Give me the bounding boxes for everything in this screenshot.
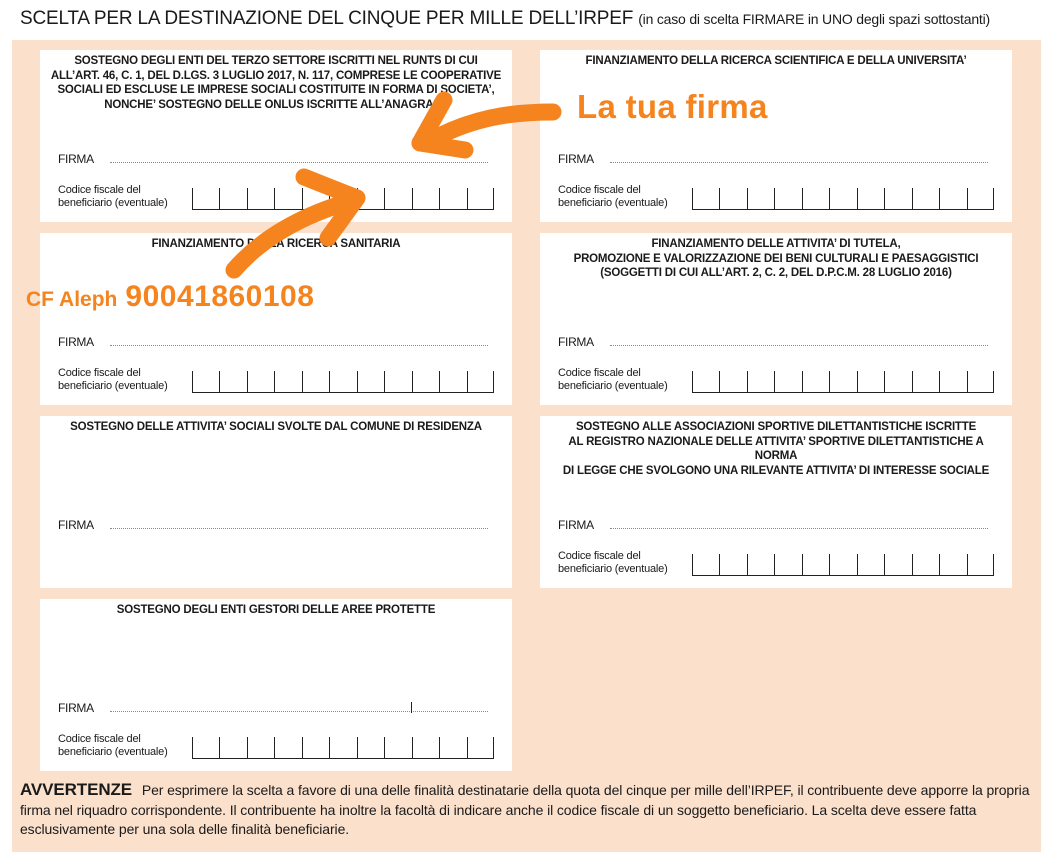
signature-line[interactable]	[610, 528, 988, 529]
signature-field[interactable]	[58, 516, 488, 532]
tax-code-label: Codice fiscale del beneficiario (eventuale)	[558, 367, 668, 392]
tax-code-digit-box[interactable]	[774, 554, 802, 576]
tax-code-digit-box[interactable]	[829, 188, 857, 210]
signature-label: FIRMA	[58, 335, 94, 349]
tax-code-digit-box[interactable]	[467, 737, 495, 759]
signature-field[interactable]	[558, 333, 988, 349]
tax-code-boxes[interactable]	[192, 369, 495, 393]
tax-code-digit-box[interactable]	[302, 737, 330, 759]
card-ricerca-scientifica	[540, 50, 1012, 222]
tax-code-digit-box[interactable]	[857, 554, 885, 576]
tax-code-digit-box[interactable]	[274, 188, 302, 210]
tax-code-digit-box[interactable]	[384, 737, 412, 759]
tax-code-digit-box[interactable]	[412, 737, 440, 759]
tax-code-digit-box[interactable]	[884, 371, 912, 393]
tax-code-digit-box[interactable]	[439, 188, 467, 210]
tax-code-digit-box[interactable]	[357, 737, 385, 759]
signature-line[interactable]	[610, 162, 988, 163]
form-title: SCELTA PER LA DESTINAZIONE DEL CINQUE PER MILLE DELL’IRPEF	[20, 8, 634, 29]
tax-code-digit-box[interactable]	[384, 188, 412, 210]
card-title: FINANZIAMENTO DELLE ATTIVITA’ DI TUTELA, PROMOZIONE E VALORIZZAZIONE DEI BENI CULTURALI E PAESAGGISTICI (SOGGETTI DI CUI ALL’ART. 2, C. 2, DEL D.P.C.M. 28 LUGLIO 2016)	[573, 238, 979, 279]
card-title: SOSTEGNO DEGLI ENTI GESTORI DELLE AREE PROTETTE	[116, 604, 436, 616]
signature-label: FIRMA	[558, 152, 594, 166]
tax-code-digit-box[interactable]	[302, 371, 330, 393]
tax-code-digit-box[interactable]	[219, 371, 247, 393]
tax-code-digit-box[interactable]	[329, 371, 357, 393]
tax-code-digit-box[interactable]	[774, 188, 802, 210]
tax-code-digit-box[interactable]	[747, 371, 775, 393]
tax-code-digit-box[interactable]	[884, 188, 912, 210]
signature-line[interactable]	[110, 711, 488, 712]
tax-code-label: Codice fiscale del beneficiario (eventuale)	[58, 367, 168, 392]
card-aree-protette	[40, 599, 512, 771]
tax-code-digit-box[interactable]	[192, 371, 220, 393]
signature-line[interactable]	[110, 345, 488, 346]
card-terzo-settore	[40, 50, 512, 222]
tax-code-field	[558, 365, 994, 393]
tax-code-label: Codice fiscale del beneficiario (eventuale)	[58, 184, 168, 209]
card-ricerca-sanitaria	[40, 233, 512, 405]
card-title: FINANZIAMENTO DELLA RICERCA SANITARIA	[151, 238, 401, 250]
form-subtitle: (in caso di scelta FIRMARE in UNO degli spazi sottostanti)	[638, 11, 990, 27]
card-associazioni-sportive	[540, 416, 1012, 588]
annotation-tax-code-value: 90041860108	[125, 280, 315, 313]
tax-code-boxes[interactable]	[692, 552, 995, 576]
tax-code-digit-box[interactable]	[692, 188, 720, 210]
tax-code-digit-box[interactable]	[857, 371, 885, 393]
tax-code-digit-box[interactable]	[219, 737, 247, 759]
tax-code-field	[58, 365, 494, 393]
tax-code-digit-box[interactable]	[247, 371, 275, 393]
tax-code-digit-box[interactable]	[719, 371, 747, 393]
signature-line[interactable]	[110, 162, 488, 163]
tax-code-field	[58, 731, 494, 759]
tax-code-digit-box[interactable]	[439, 737, 467, 759]
tax-code-digit-box[interactable]	[439, 371, 467, 393]
tax-code-boxes[interactable]	[192, 186, 495, 210]
tax-code-digit-box[interactable]	[829, 371, 857, 393]
tax-code-digit-box[interactable]	[719, 188, 747, 210]
signature-line[interactable]	[110, 528, 488, 529]
tax-code-digit-box[interactable]	[967, 188, 995, 210]
tax-code-digit-box[interactable]	[802, 554, 830, 576]
tax-code-digit-box[interactable]	[912, 371, 940, 393]
tax-code-digit-box[interactable]	[247, 737, 275, 759]
tax-code-digit-box[interactable]	[192, 737, 220, 759]
signature-label: FIRMA	[58, 518, 94, 532]
tax-code-boxes[interactable]	[692, 369, 995, 393]
signature-field[interactable]	[58, 150, 488, 166]
card-title: SOSTEGNO DELLE ATTIVITA’ SOCIALI SVOLTE DAL COMUNE DI RESIDENZA	[70, 421, 482, 433]
tax-code-digit-box[interactable]	[967, 554, 995, 576]
signature-tick-mark	[411, 702, 412, 713]
tax-code-digit-box[interactable]	[939, 554, 967, 576]
card-title: SOSTEGNO DEGLI ENTI DEL TERZO SETTORE ISCRITTI NEL RUNTS DI CUI ALL’ART. 46, C. 1, DEL D.LGS. 3 LUGLIO 2017, N. 117, COMPRESE LE COOPERATIVE SOCIALI ED ESCLUSE LE IMPRESE SOCIALI COSTITUITE IN FORMA DI SOCIETA’, NONCHE’ SOSTEGNO DELLE ONLUS ISCRITTE ALL’ANAGRAFE	[50, 55, 502, 111]
tax-code-digit-box[interactable]	[412, 371, 440, 393]
tax-code-digit-box[interactable]	[329, 188, 357, 210]
tax-code-digit-box[interactable]	[357, 188, 385, 210]
tax-code-digit-box[interactable]	[274, 371, 302, 393]
tax-code-digit-box[interactable]	[857, 188, 885, 210]
tax-code-field	[558, 182, 994, 210]
tax-code-digit-box[interactable]	[912, 554, 940, 576]
card-title: FINANZIAMENTO DELLA RICERCA SCIENTIFICA E DELLA UNIVERSITA’	[585, 55, 967, 67]
tax-code-digit-box[interactable]	[467, 188, 495, 210]
page-title	[20, 8, 990, 34]
tax-code-field	[58, 182, 494, 210]
tax-code-digit-box[interactable]	[192, 188, 220, 210]
tax-code-label: Codice fiscale del beneficiario (eventuale)	[58, 733, 168, 758]
signature-label: FIRMA	[558, 518, 594, 532]
tax-code-digit-box[interactable]	[774, 371, 802, 393]
tax-code-digit-box[interactable]	[939, 188, 967, 210]
signature-line[interactable]	[610, 345, 988, 346]
tax-code-digit-box[interactable]	[802, 371, 830, 393]
tax-code-boxes[interactable]	[192, 735, 495, 759]
tax-code-digit-box[interactable]	[747, 188, 775, 210]
tax-code-digit-box[interactable]	[384, 371, 412, 393]
signature-field[interactable]	[58, 333, 488, 349]
signature-label: FIRMA	[58, 701, 94, 715]
tax-code-digit-box[interactable]	[884, 554, 912, 576]
warning-text: Per esprimere la scelta a favore di una delle finalità destinatarie della quota del cinque per mille dell’IRPEF, il contribuente deve apporre la propria firma nel riquadro corrispondente. Il contribuente ha inoltre la facoltà di indicare anche il codice fiscale di un soggetto beneficiario. La scelta deve essere fatta esclusivamente per una sola delle finalità beneficiarie.	[20, 782, 1030, 837]
annotation-tax-code-prefix: CF Aleph	[26, 288, 118, 311]
annotation-tax-code	[26, 280, 314, 314]
tax-code-digit-box[interactable]	[467, 371, 495, 393]
warning-label: AVVERTENZE	[20, 780, 133, 799]
tax-code-digit-box[interactable]	[412, 188, 440, 210]
tax-code-digit-box[interactable]	[692, 554, 720, 576]
tax-code-digit-box[interactable]	[747, 554, 775, 576]
annotation-your-signature: La tua firma	[577, 88, 768, 125]
card-title: SOSTEGNO ALLE ASSOCIAZIONI SPORTIVE DILETTANTISTICHE ISCRITTE AL REGISTRO NAZIONALE DELLE ATTIVITA’ SPORTIVE DILETTANTISTICHE A NORMA DI LEGGE CHE SVOLGONO UNA RILEVANTE ATTIVITA’ DI INTERESSE SOCIALE	[562, 421, 990, 477]
tax-code-digit-box[interactable]	[912, 188, 940, 210]
warning-notice	[20, 780, 1032, 840]
card-comune-residenza	[40, 416, 512, 588]
signature-field[interactable]	[558, 150, 988, 166]
tax-code-digit-box[interactable]	[219, 188, 247, 210]
tax-code-digit-box[interactable]	[802, 188, 830, 210]
tax-code-boxes[interactable]	[692, 186, 995, 210]
signature-field[interactable]	[558, 516, 988, 532]
tax-code-digit-box[interactable]	[357, 371, 385, 393]
tax-code-label: Codice fiscale del beneficiario (eventuale)	[558, 550, 668, 575]
tax-code-digit-box[interactable]	[247, 188, 275, 210]
signature-label: FIRMA	[558, 335, 594, 349]
tax-code-digit-box[interactable]	[692, 371, 720, 393]
tax-code-digit-box[interactable]	[302, 188, 330, 210]
tax-code-digit-box[interactable]	[719, 554, 747, 576]
tax-code-digit-box[interactable]	[967, 371, 995, 393]
tax-code-digit-box[interactable]	[829, 554, 857, 576]
tax-code-digit-box[interactable]	[329, 737, 357, 759]
tax-code-digit-box[interactable]	[274, 737, 302, 759]
tax-code-digit-box[interactable]	[939, 371, 967, 393]
signature-field[interactable]	[58, 699, 488, 715]
card-beni-culturali	[540, 233, 1012, 405]
tax-code-field	[558, 548, 994, 576]
signature-label: FIRMA	[58, 152, 94, 166]
tax-code-label: Codice fiscale del beneficiario (eventuale)	[558, 184, 668, 209]
